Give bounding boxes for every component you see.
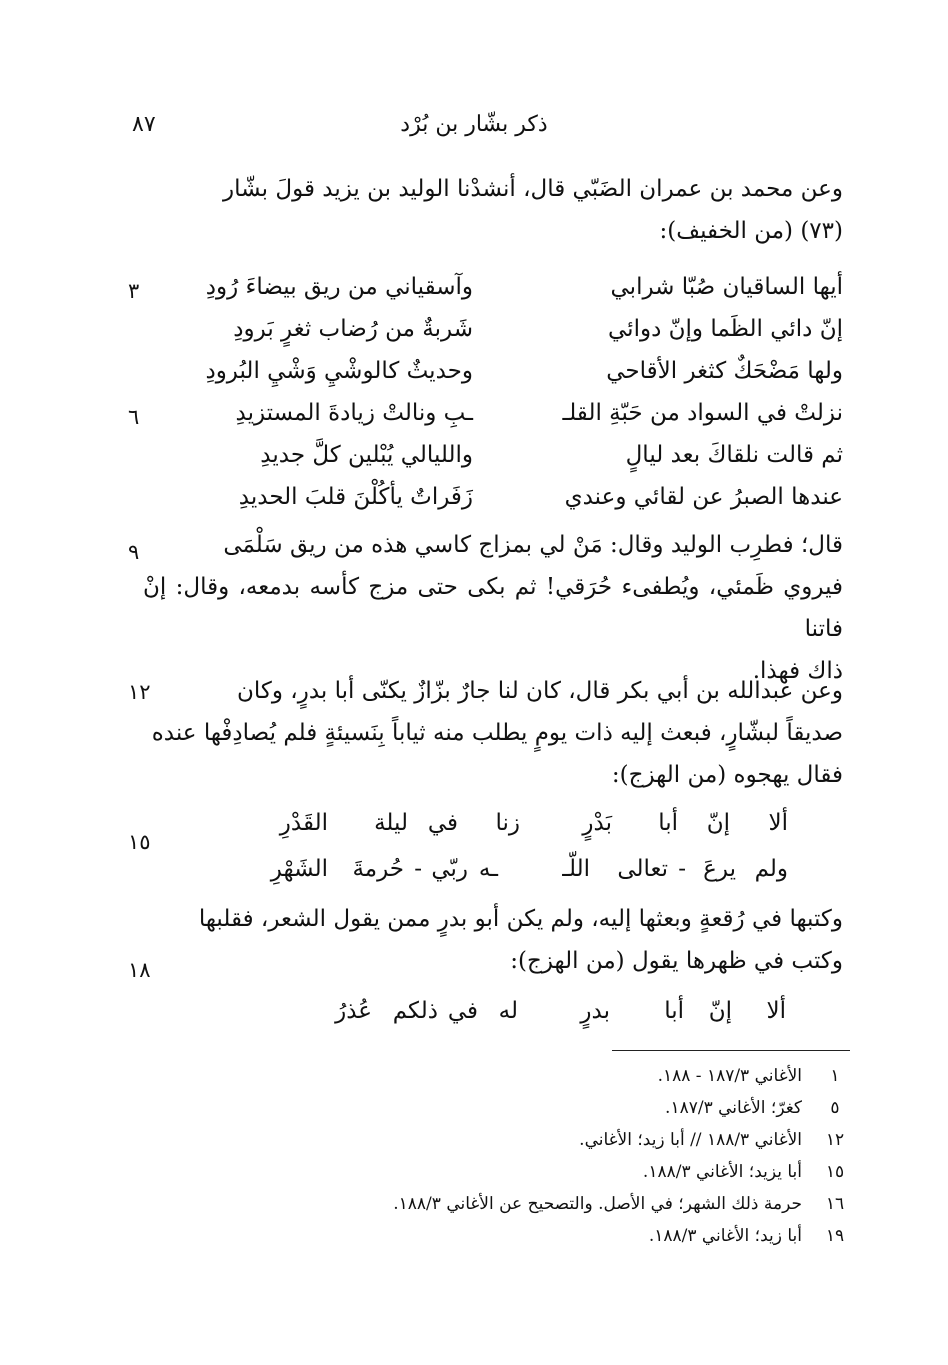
verse-word: يرعَ bbox=[703, 856, 736, 882]
verse-line bbox=[133, 352, 843, 394]
verse-second-hemistich: زَفَراتٌ يأكُلْنَ قلبَ الحديدِ bbox=[238, 484, 473, 510]
footnote-divider bbox=[612, 1050, 850, 1051]
verse-word: ألا bbox=[768, 810, 788, 836]
verse-line bbox=[133, 394, 843, 436]
footnote-text: الأغاني ١٨٨/٣ // أبا زيد؛ الأغاني. bbox=[579, 1130, 802, 1150]
prose-line: وكتبها في رُقعةٍ وبعثها إليه، ولم يكن أبو بدرٍ ممن يقول الشعر، فقلبها bbox=[198, 906, 843, 932]
footnote bbox=[230, 1066, 850, 1098]
verse-word: تعالى bbox=[617, 856, 668, 882]
line-number: ٣ bbox=[128, 279, 140, 303]
verse-first-hemistich: نزلتْ في السواد من حَبّةِ القلـ bbox=[562, 400, 843, 426]
verse-second-hemistich: ـبِ ونالتْ زيادةَ المستزيدِ bbox=[235, 400, 473, 426]
verse-word: بدرٍ bbox=[580, 998, 610, 1024]
verse-word: في bbox=[447, 998, 478, 1024]
prose-line: وعن عبدالله بن أبي بكر قال، كان لنا جارٌ بزّازٌ يكنّى أبا بدرٍ، وكان bbox=[237, 678, 843, 704]
verse-second-hemistich: والليالي يُبْلين كلَّ جديدِ bbox=[260, 442, 473, 468]
verse-word: عُذرُ bbox=[335, 998, 372, 1024]
footnote-number: ٥ bbox=[830, 1098, 840, 1118]
prose-line: وكتب في ظهرها يقول (من الهزج): bbox=[510, 948, 843, 974]
verse-first-hemistich: ثم قالت نلقاكَ بعد ليالٍ bbox=[625, 442, 843, 468]
verse-word: أبا bbox=[658, 810, 678, 836]
verse-word: ذلكم bbox=[392, 998, 438, 1024]
prose-line: صديقاً لبشّارٍ، فبعث إليه ذات يومٍ يطلب منه ثياباً بِنَسيئةٍ فلم يُصادِفْها عنده bbox=[151, 720, 843, 746]
paragraph-reply bbox=[143, 898, 843, 982]
paragraph-intro bbox=[143, 168, 843, 252]
poem-hazaj-line bbox=[198, 810, 788, 850]
verse-first-hemistich: ولها مَضْحَكٌ كثغر الأقاحي bbox=[606, 358, 843, 384]
verse-word: إنّ bbox=[708, 998, 732, 1024]
verse-second-hemistich: وآسقياني من ريق بيضاءَ رُودِ bbox=[205, 274, 473, 300]
verse-word: القَدْرِ bbox=[279, 810, 328, 836]
line-number: ١٨ bbox=[128, 958, 151, 982]
footnote bbox=[230, 1194, 850, 1226]
footnote bbox=[230, 1226, 850, 1258]
prose-line: قال؛ فطرِب الوليد وقال: مَنْ لي بمزاج كاسي هذه من ريق سَلْمَى bbox=[223, 532, 843, 558]
verse-word: في bbox=[427, 810, 458, 836]
paragraph-walid bbox=[143, 524, 843, 692]
prose-line: ذاك فهذا. bbox=[752, 658, 843, 684]
line-number: ١٥ bbox=[128, 830, 151, 854]
prose-line: فقال يهجوه (من الهزج): bbox=[611, 762, 843, 788]
verse-word: اللّـ bbox=[562, 856, 590, 882]
footnote-number: ١٢ bbox=[825, 1130, 845, 1150]
verse-line bbox=[133, 478, 843, 520]
verse-second-hemistich: شَربةٌ من رُضاب ثغرٍ بَرودِ bbox=[233, 316, 473, 342]
verse-first-hemistich: عندها الصبرُ عن لقائي وعندي bbox=[564, 484, 843, 510]
footnote-number: ١ bbox=[830, 1066, 840, 1086]
footnote-text: حرمة ذلك الشهر؛ في الأصل. والتصحيح عن الأغاني ١٨٨/٣. bbox=[393, 1194, 802, 1214]
verse-word: الشَهْرِ bbox=[270, 856, 328, 882]
verse-word: - bbox=[678, 856, 686, 882]
line-number: ٦ bbox=[128, 405, 140, 429]
prose-line: (٧٣) (من الخفيف): bbox=[659, 218, 843, 244]
verse-word: ـه bbox=[478, 856, 498, 882]
footnote-number: ١٥ bbox=[825, 1162, 845, 1182]
footnote-text: الأغاني ١٨٧/٣ - ١٨٨. bbox=[657, 1066, 802, 1086]
paragraph-abu-badr bbox=[143, 670, 843, 796]
footnote-text: كغرّ؛ الأغاني ١٨٧/٣. bbox=[665, 1098, 802, 1118]
verse-first-hemistich: أيها الساقيان صُبّا شرابي bbox=[610, 274, 843, 300]
poem-hazaj-line bbox=[198, 856, 788, 896]
verse-word: ربّي bbox=[431, 856, 468, 882]
verse-first-hemistich: إنّ دائي الظَما وإنّ دوائي bbox=[608, 316, 843, 342]
verse-word: بَدْرٍ bbox=[582, 810, 612, 836]
footnote bbox=[230, 1098, 850, 1130]
verse-word: حُرمةَ bbox=[352, 856, 404, 882]
verse-word: ولم bbox=[754, 856, 788, 882]
page-number: ٨٧ bbox=[132, 112, 156, 137]
verse-word: إنّ bbox=[706, 810, 730, 836]
verse-line bbox=[133, 310, 843, 352]
footnote bbox=[230, 1130, 850, 1162]
poem-reply-line bbox=[198, 998, 788, 1038]
verse-word: زنا bbox=[495, 810, 520, 836]
footnote-number: ١٦ bbox=[825, 1194, 845, 1214]
prose-line: وعن محمد بن عمران الضَبّي قال، أنشدْنا الوليد بن يزيد قولَ بشّار bbox=[223, 176, 843, 202]
verse-word: ليلة bbox=[374, 810, 408, 836]
footnote bbox=[230, 1162, 850, 1194]
footnote-number: ١٩ bbox=[825, 1226, 845, 1246]
footnote-text: أبا يزيد؛ الأغاني ١٨٨/٣. bbox=[642, 1162, 802, 1182]
verse-line bbox=[133, 268, 843, 310]
footnotes bbox=[230, 1066, 850, 1258]
verse-word: أبا bbox=[664, 998, 684, 1024]
running-header-title: ذكر بشّار بن بُرْد bbox=[400, 112, 548, 137]
verse-line bbox=[133, 436, 843, 478]
footnote-text: أبا زيد؛ الأغاني ١٨٨/٣. bbox=[648, 1226, 802, 1246]
line-number: ٩ bbox=[128, 540, 140, 564]
verse-word: له bbox=[498, 998, 518, 1024]
prose-line: فيروي ظَمئي، ويُطفىء حُرَقي! ثم بكى حتى مزج كأسه بدمعه، وقال: إنْ فاتنا bbox=[143, 574, 843, 642]
line-number: ١٢ bbox=[128, 680, 151, 704]
verse-second-hemistich: وحديثٌ كالوشْيِ وَشْيِ البُرودِ bbox=[205, 358, 473, 384]
verse-word: ألا bbox=[766, 998, 786, 1024]
verse-word: - bbox=[414, 856, 422, 882]
